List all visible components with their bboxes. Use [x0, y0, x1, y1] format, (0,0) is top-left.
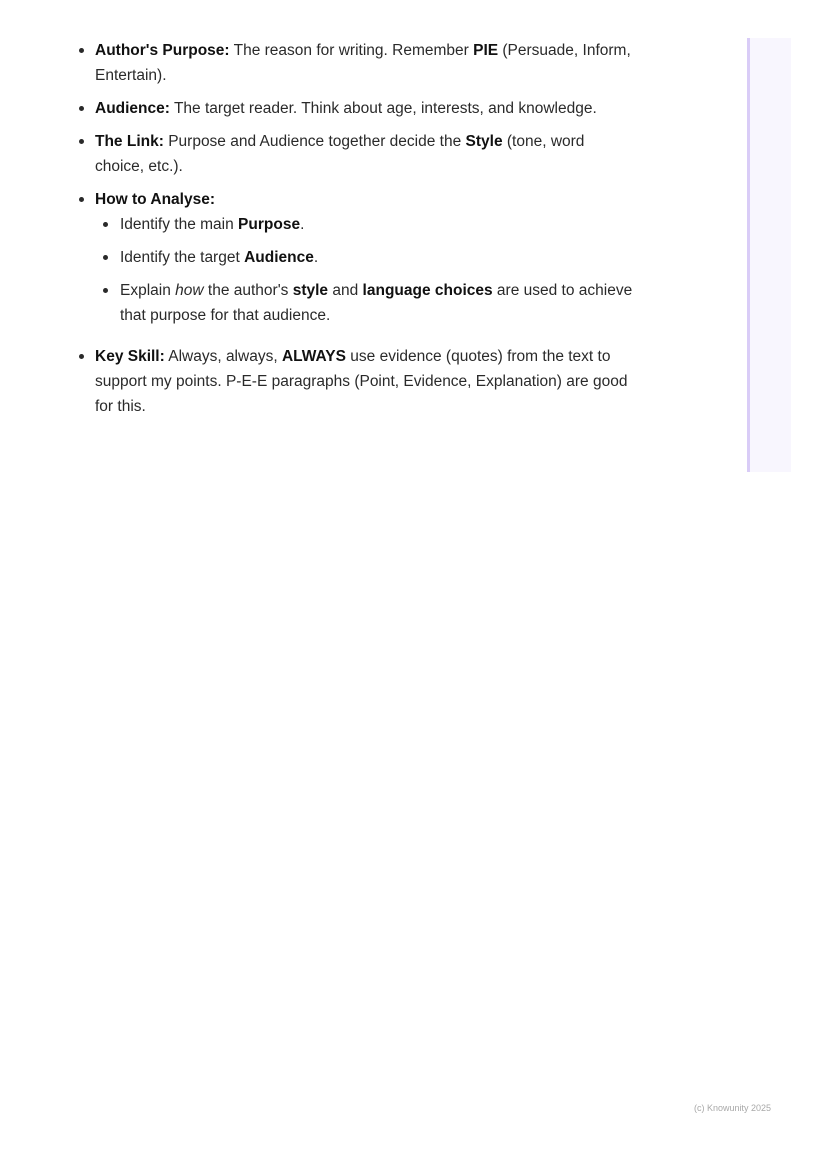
item-bold-text: Audience: [244, 249, 314, 266]
item-label: How to Analyse:: [95, 191, 215, 208]
list-item-how-to-analyse: [77, 187, 637, 328]
item-text: Always, always,: [164, 348, 282, 365]
item-bold-text: Style: [465, 133, 503, 150]
item-text: (Persuade, Inform, Entertain).: [95, 42, 631, 84]
item-italic-text: how: [175, 282, 204, 299]
item-text: and: [328, 282, 363, 299]
item-text: Identify the target: [120, 249, 245, 266]
item-text: (tone, word choice, etc.).: [95, 133, 585, 175]
list-item-key-skill: [77, 344, 637, 419]
copyright-footer: (c) Knowunity 2025: [694, 1103, 772, 1113]
list-item-the-link: [77, 129, 637, 179]
item-text: the author's: [203, 282, 293, 299]
item-text: Purpose and Audience together decide the: [163, 133, 466, 150]
item-bold-text: ALWAYS: [281, 348, 346, 365]
item-label: Key Skill:: [95, 348, 165, 365]
item-bold-text: language choices: [362, 282, 493, 299]
sub-list-item: [95, 278, 637, 328]
item-text: are used to achieve that purpose for that audience.: [120, 282, 633, 324]
item-label: Author's Purpose:: [95, 42, 230, 59]
item-text: The target reader. Think about age, interests, and knowledge.: [169, 100, 597, 117]
item-bold-text: style: [292, 282, 329, 299]
item-label: The Link:: [95, 133, 164, 150]
bullet-list: [77, 38, 637, 419]
item-bold-text: PIE: [473, 42, 499, 59]
item-bold-text: Purpose: [238, 216, 301, 233]
list-item-authors-purpose: [77, 38, 637, 88]
item-label: Audience:: [95, 100, 170, 117]
item-text: use evidence (quotes) from the text to support my points. P-E-E paragraphs (Point, Evidence, Explanation) are good for this.: [95, 348, 628, 415]
item-text: .: [313, 249, 319, 266]
sub-bullet-list: [95, 212, 637, 328]
item-text: The reason for writing. Remember: [229, 42, 474, 59]
item-text: Identify the main: [120, 216, 239, 233]
list-item-audience: [77, 96, 637, 121]
sub-list-item: [95, 245, 637, 270]
item-text: Explain: [120, 282, 176, 299]
item-text: .: [300, 216, 305, 233]
sub-list-item: [95, 212, 637, 237]
notes-content: [77, 38, 637, 427]
side-notes-panel: [747, 38, 791, 472]
